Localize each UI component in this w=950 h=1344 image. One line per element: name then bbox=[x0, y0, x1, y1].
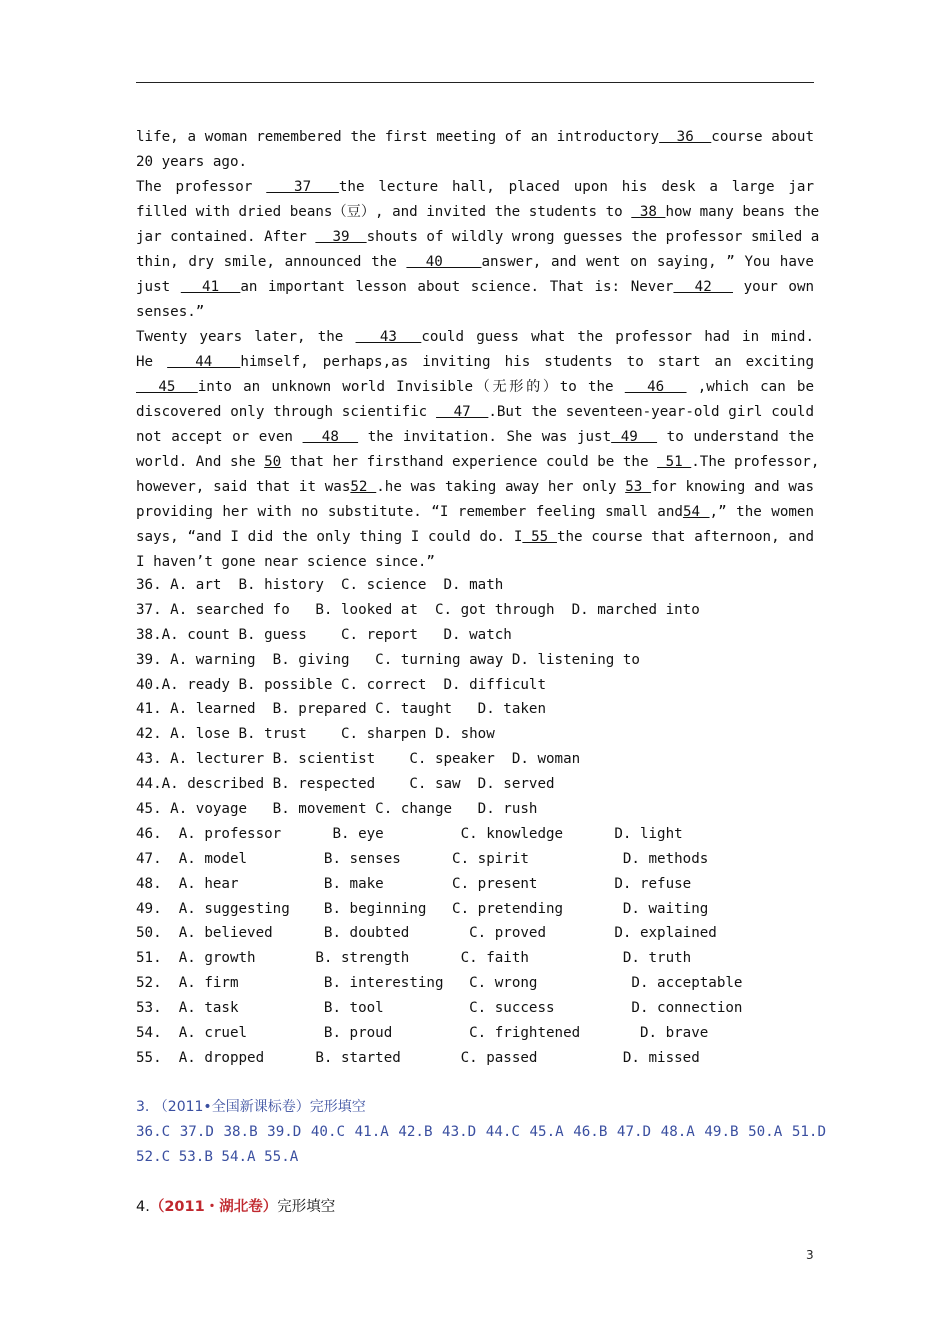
passage-line bbox=[136, 125, 814, 150]
option-row bbox=[136, 598, 814, 623]
option-text: 41. A. learned B. prepared C. taught D. taken bbox=[136, 701, 546, 718]
option-text: 50. A. believed B. doubted C. proved D. explained bbox=[136, 925, 717, 942]
option-text: 40.A. ready B. possible C. correct D. difficult bbox=[136, 676, 546, 693]
passage-text: however, said that it was bbox=[136, 479, 351, 495]
section-4-source: （2011・湖北卷） bbox=[149, 1199, 278, 1215]
answer-key-header: 3. （2011•全国新课标卷）完形填空 bbox=[136, 1099, 366, 1115]
blank: 47 bbox=[436, 404, 489, 420]
section-4-heading bbox=[136, 1195, 335, 1216]
option-text: 42. A. lose B. trust C. sharpen D. show bbox=[136, 726, 495, 743]
passage-line bbox=[136, 250, 814, 275]
option-row bbox=[136, 697, 814, 722]
blank: 36 bbox=[659, 129, 712, 145]
answer-key bbox=[136, 1095, 826, 1170]
blank: 50 bbox=[264, 454, 282, 470]
option-text: 39. A. warning B. giving C. turning away D. listening to bbox=[136, 651, 640, 668]
option-text: 53. A. task B. tool C. success D. connection bbox=[136, 1000, 743, 1017]
passage-text: ,” the women bbox=[709, 504, 815, 520]
passage-text: The professor bbox=[136, 179, 267, 195]
passage-text: discovered only through scientific bbox=[136, 404, 437, 420]
passage-text: the invitation. She was just bbox=[358, 429, 612, 445]
blank: 49 bbox=[611, 429, 658, 445]
blank: 40 bbox=[406, 254, 482, 270]
blank: 53 bbox=[625, 479, 652, 495]
blank: 43 bbox=[355, 329, 422, 345]
option-row bbox=[136, 722, 814, 747]
blank: 44 bbox=[167, 354, 241, 370]
blank: 41 bbox=[180, 279, 241, 295]
passage-text: thin, dry smile, announced the bbox=[136, 254, 407, 270]
passage-text: an important lesson about science. That is: Never bbox=[240, 279, 674, 295]
option-text: 55. A. dropped B. started C. passed D. missed bbox=[136, 1049, 700, 1066]
header-rule bbox=[136, 82, 814, 83]
passage-line bbox=[136, 150, 814, 175]
option-row bbox=[136, 772, 814, 797]
blank: 52 bbox=[350, 479, 377, 495]
blank: 51 bbox=[657, 454, 692, 470]
passage-text: could guess what the professor had in mind. bbox=[421, 329, 815, 345]
passage-text: filled with dried beans（豆）, and invited the students to bbox=[136, 204, 632, 220]
option-text: 45. A. voyage B. movement C. change D. rush bbox=[136, 801, 538, 818]
answer-key-line-2: 52.C 53.B 54.A 55.A bbox=[136, 1149, 299, 1165]
passage-text: 20 years ago. bbox=[136, 154, 248, 170]
passage-text: the course that afternoon, and bbox=[556, 529, 815, 545]
option-row bbox=[136, 847, 814, 872]
blank: 39 bbox=[315, 229, 367, 245]
option-row bbox=[136, 971, 814, 996]
passage-text: He bbox=[136, 354, 168, 370]
passage-text: providing her with no substitute. “I remember feeling small and bbox=[136, 504, 683, 520]
passage-line bbox=[136, 350, 814, 375]
passage-line bbox=[136, 500, 814, 525]
passage-text: .he was taking away her only bbox=[376, 479, 626, 495]
option-row bbox=[136, 623, 814, 648]
blank: 55 bbox=[522, 529, 557, 545]
passage-line bbox=[136, 450, 820, 475]
passage-text: the lecture hall, placed upon his desk a large jar bbox=[338, 179, 814, 195]
option-text: 36. A. art B. history C. science D. math bbox=[136, 577, 504, 593]
passage-text: ,which can be bbox=[686, 379, 814, 395]
passage-text: .The professor, bbox=[691, 454, 820, 470]
option-row bbox=[136, 872, 814, 897]
section-4-title: 完形填空 bbox=[277, 1199, 336, 1215]
passage-text: .But the seventeen-year-old girl could bbox=[488, 404, 814, 420]
blank: 48 bbox=[302, 429, 359, 445]
passage-text: himself, perhaps,as inviting his students to start an exciting bbox=[240, 354, 815, 370]
cloze-passage bbox=[136, 125, 820, 575]
answer-key-line-1: 36.C 37.D 38.B 39.D 40.C 41.A 42.B 43.D 44.C 45.A 46.B 47.D 48.A 49.B 50.A 51.D bbox=[136, 1124, 826, 1140]
passage-text: for knowing and was bbox=[651, 479, 814, 495]
passage-text: just bbox=[136, 279, 181, 295]
passage-text: that her firsthand experience could be the bbox=[281, 454, 658, 470]
passage-text: I haven’t gone near science since.” bbox=[136, 554, 435, 570]
option-text: 47. A. model B. senses C. spirit D. methods bbox=[136, 850, 709, 867]
passage-line bbox=[136, 200, 820, 225]
passage-line bbox=[136, 275, 814, 300]
passage-text: says, “and I did the only thing I could do. I bbox=[136, 529, 523, 545]
options-list bbox=[136, 573, 814, 1071]
passage-text: jar contained. After bbox=[136, 229, 316, 245]
passage-text: to understand the bbox=[657, 429, 815, 445]
passage-text: Twenty years later, the bbox=[136, 329, 356, 345]
passage-text: answer, and went on saying, ” You have bbox=[481, 254, 814, 270]
passage-line bbox=[136, 550, 814, 575]
option-text: 46. A. professor B. eye C. knowledge D. light bbox=[136, 825, 683, 842]
passage-text: world. And she bbox=[136, 454, 265, 470]
passage-text: life, a woman remembered the first meeting of an introductory bbox=[136, 129, 660, 145]
option-row bbox=[136, 747, 814, 772]
option-text: 54. A. cruel B. proud C. frightened D. brave bbox=[136, 1025, 709, 1042]
passage-line bbox=[136, 225, 820, 250]
blank: 46 bbox=[624, 379, 687, 395]
blank: 42 bbox=[673, 279, 733, 295]
passage-text: not accept or even bbox=[136, 429, 303, 445]
blank: 45 bbox=[136, 379, 198, 395]
option-text: 48. A. hear B. make C. present D. refuse bbox=[136, 875, 692, 892]
passage-line bbox=[136, 400, 814, 425]
option-text: 44.A. described B. respected C. saw D. served bbox=[136, 776, 555, 793]
option-row bbox=[136, 897, 814, 922]
blank: 37 bbox=[266, 179, 339, 195]
passage-text: how many beans the bbox=[665, 204, 820, 220]
passage-line bbox=[136, 425, 814, 450]
option-row bbox=[136, 996, 814, 1021]
passage-text: into an unknown world Invisible（无形的）to the bbox=[197, 379, 625, 395]
option-text: 51. A. growth B. strength C. faith D. truth bbox=[136, 950, 692, 967]
passage-text: your own bbox=[733, 279, 815, 295]
option-text: 43. A. lecturer B. scientist C. speaker D. woman bbox=[136, 751, 581, 768]
option-text: 38.A. count B. guess C. report D. watch bbox=[136, 626, 512, 643]
passage-line bbox=[136, 525, 814, 550]
passage-line bbox=[136, 475, 814, 500]
option-text: 49. A. suggesting B. beginning C. pretending D. waiting bbox=[136, 900, 709, 917]
option-row bbox=[136, 1021, 814, 1046]
option-row bbox=[136, 1046, 814, 1071]
passage-text: senses.” bbox=[136, 304, 205, 320]
passage-text: shouts of wildly wrong guesses the professor smiled a bbox=[366, 229, 820, 245]
blank: 38 bbox=[631, 204, 666, 220]
option-text: 52. A. firm B. interesting C. wrong D. acceptable bbox=[136, 975, 743, 992]
passage-line bbox=[136, 375, 814, 400]
option-row bbox=[136, 648, 814, 673]
page-number: 3 bbox=[806, 1248, 814, 1262]
option-text: 37. A. searched fo B. looked at C. got through D. marched into bbox=[136, 601, 700, 618]
option-row bbox=[136, 573, 814, 598]
passage-line bbox=[136, 300, 814, 325]
option-row bbox=[136, 797, 814, 822]
passage-line bbox=[136, 325, 814, 350]
option-row bbox=[136, 822, 814, 847]
passage-line bbox=[136, 175, 814, 200]
option-row bbox=[136, 921, 814, 946]
option-row bbox=[136, 946, 814, 971]
section-4-number: 4. bbox=[136, 1199, 150, 1215]
option-row bbox=[136, 673, 814, 698]
passage-text: course about bbox=[711, 129, 815, 145]
blank: 54 bbox=[682, 504, 710, 520]
